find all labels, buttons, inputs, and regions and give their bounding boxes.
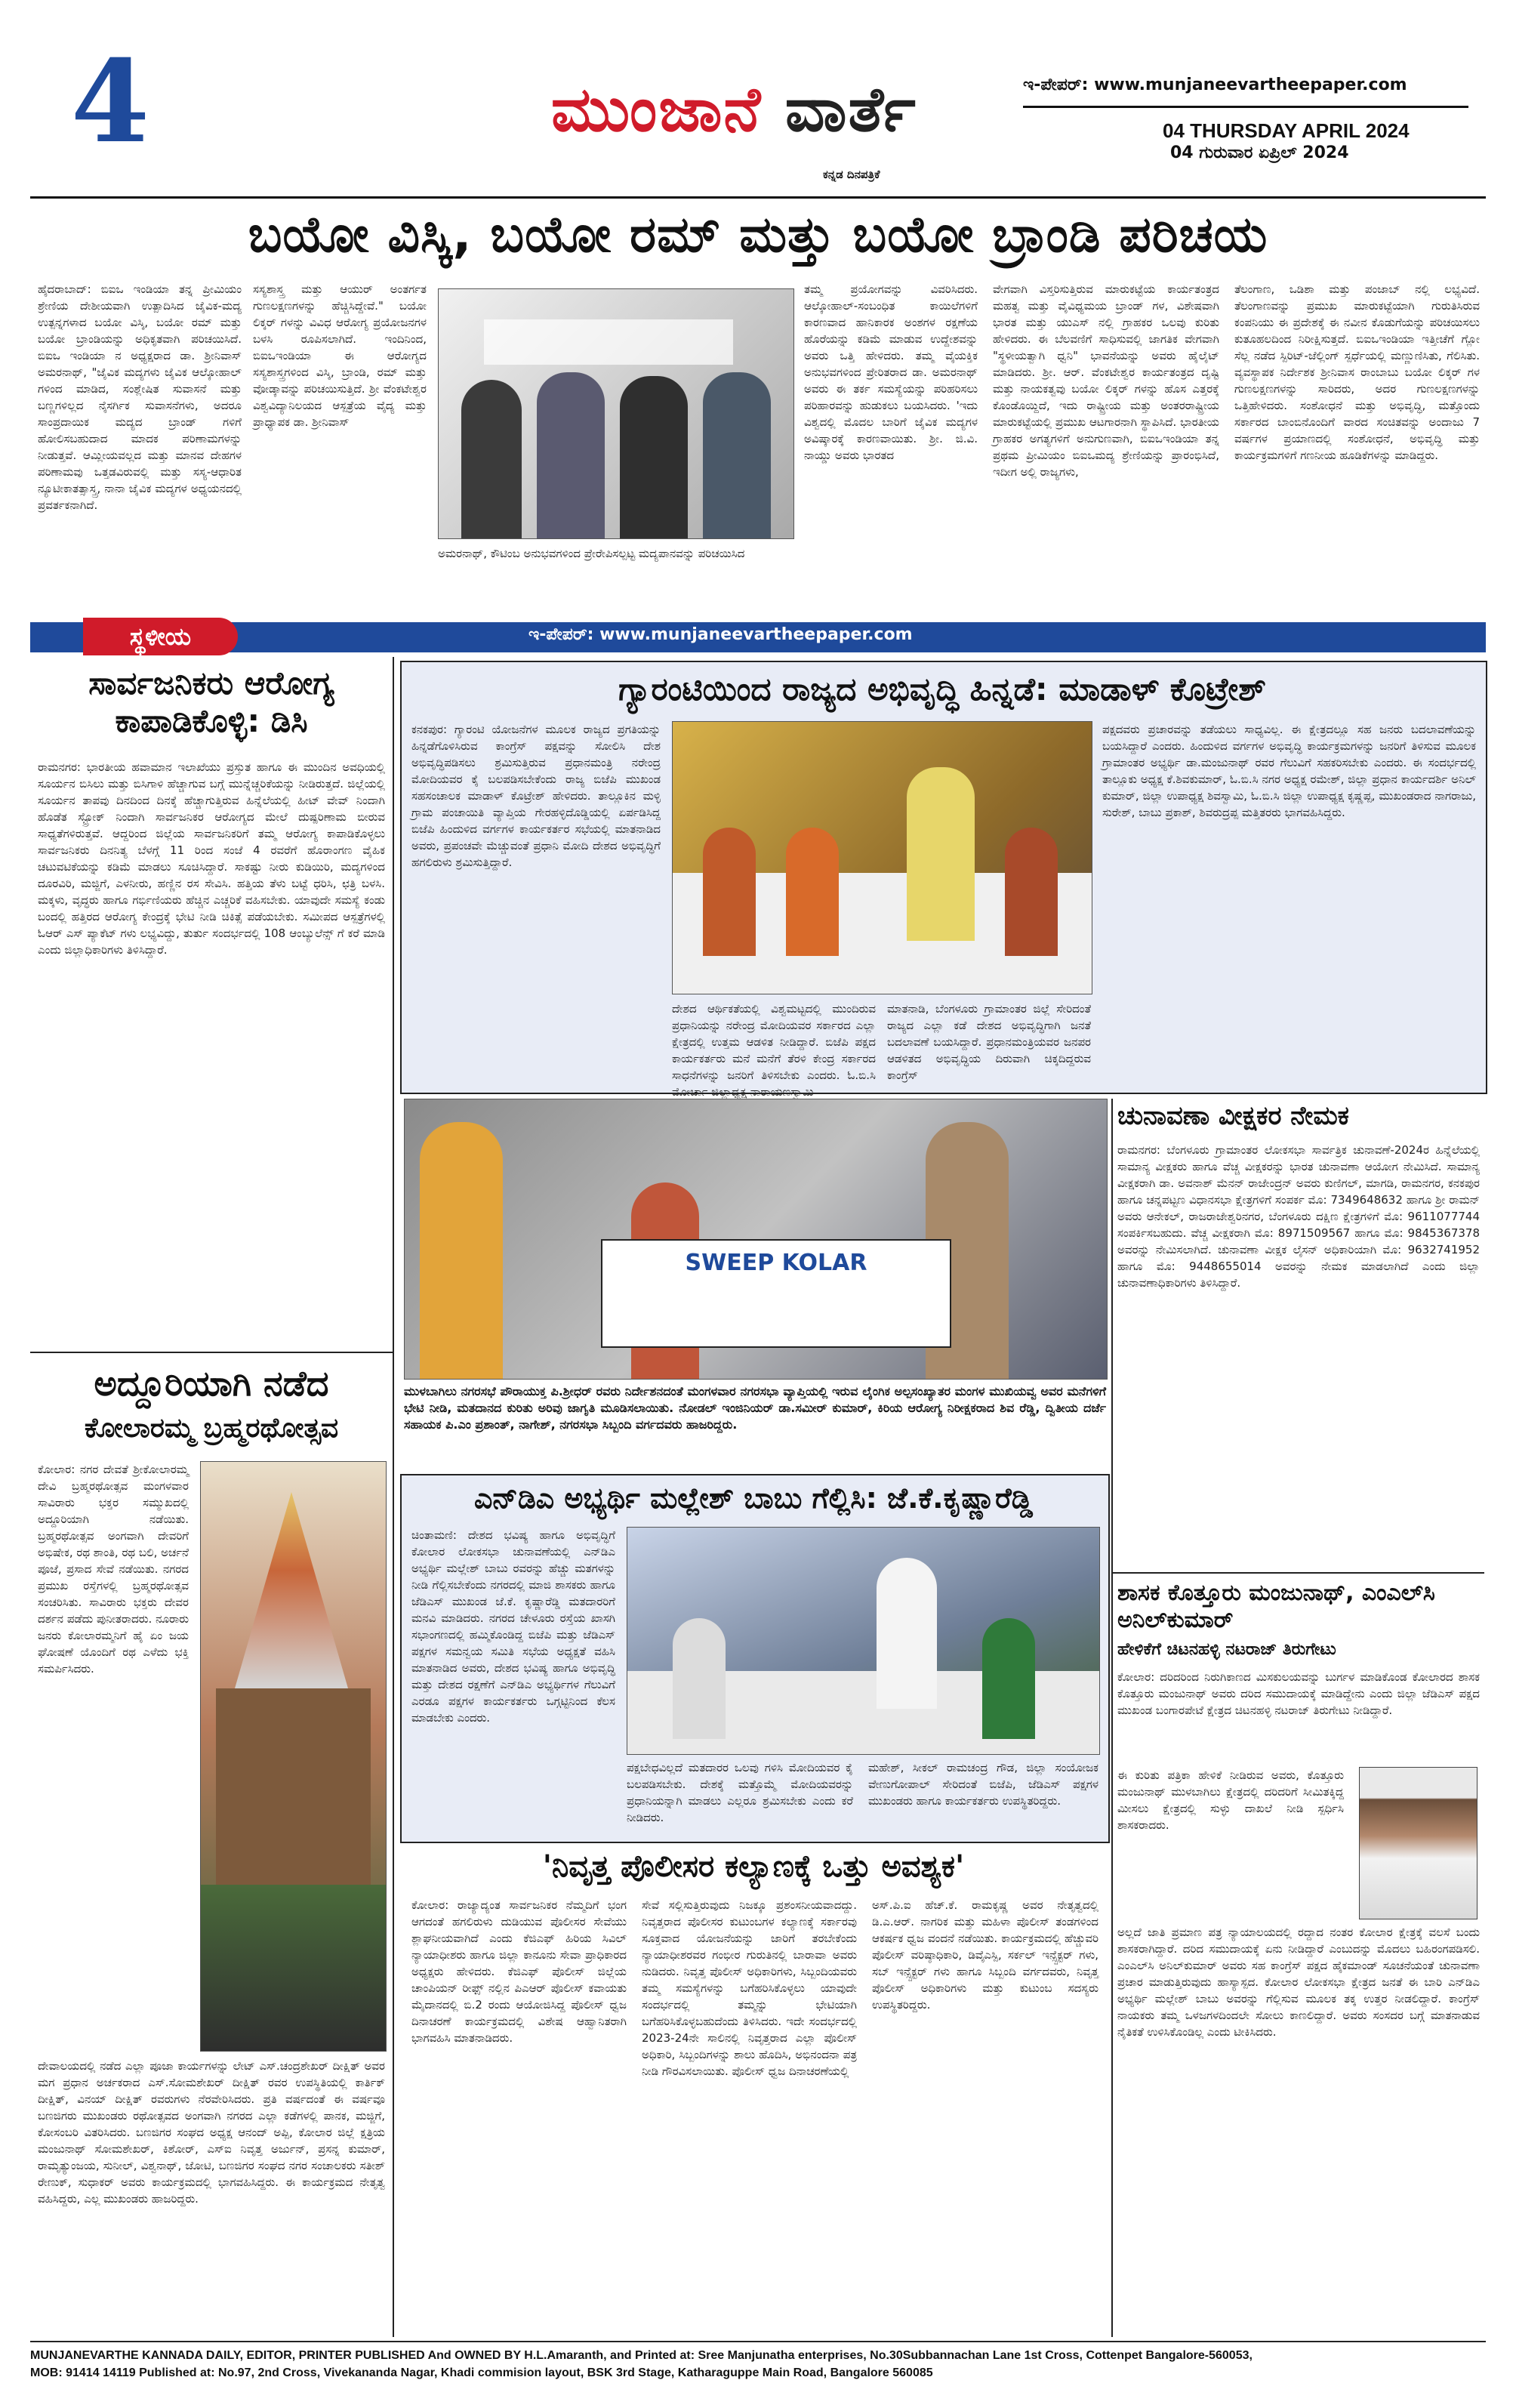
festival-body: ದೇವಾಲಯದಲ್ಲಿ ನಡೆದ ಎಲ್ಲಾ ಪೂಜಾ ಕಾರ್ಯಗಳನ್ನು ಲೇಟ್ ಎಸ್.ಚಂದ್ರಶೇಖರ್ ದೀಕ್ಷಿತ್ ಅವರ ಮಗ ಪ್ರಧಾನ ಅರ್ಚಕರಾದ ಎಸ್.ಸೋಮಶೇಖರ್ ದೀಕ್ಷಿತ್ ರವರ ಉಪಸ್ಥಿತಿಯಲ್ಲಿ ಕಾರ್ತಿಕ್ ದೀಕ್ಷಿತ್, ವಿನಯ್ ದೀಕ್ಷಿತ್ ರವರುಗಳು ನೆರವೇರಿಸಿದರು. ಪ್ರತಿ ವರ್ಷದಂತೆ ಈ ವರ್ಷವೂ ಬಣಜಿಗರು ಮುಖಂಡರು ರಥೋತ್ಸವದ ಅಂಗವಾಗಿ ನಗರದ ಎಲ್ಲಾ ಕಡೆಗಳಲ್ಲಿ ಪಾನಕ, ಮಜ್ಜಿಗೆ, ಕೋಸಂಬರಿ ವಿತರಿಸಿದರು. ಬಣಜಿಗರ ಸಂಘದ ಅಧ್ಯಕ್ಷ ಆನಂದ್ ಅಪ್ಪಿ, ಕೋಲಾರ ಜಿಲ್ಲೆ ಕ್ಷತ್ರಿಯ ಮಂಜುನಾಥ್ ಸೋಮಶೇಖರ್, ಕಿಶೋರ್, ಎಸ್‌ಐ ನಿವೃತ್ತ ಅರ್ಜುನ್, ಪ್ರಸನ್ನ ಕುಮಾರ್, ರಾಮೃತ್ಯುಂಜಯ, ಸುನೀಲ್, ವಿಶ್ವನಾಥ್, ಜೋಟಿ, ಬಣಜಿಗರ ಸಂಘದ ನಗರ ಸಂಚಾಲಕರು ಸತೀಶ್ ರೇಣುಕ್, ಸುಧಾಕರ್ ಅವರು ಕಾರ್ಯಕ್ರಮದಲ್ಲಿ ಭಾಗವಹಿಸಿದ್ದರು. ಈ ಕಾರ್ಯಕ್ರಮದ ನೇತೃತ್ವ ವಹಿಸಿದ್ದರು, ಎಲ್ಲ ಮುಖಂಡರು ಹಾಜರಿದ್ದರು. — [38, 2059, 385, 2206]
logo-tagline: ಕನ್ನಡ ದಿನಪತ್ರಿಕೆ — [823, 168, 880, 181]
date-english: 04 THURSDAY APRIL 2024 — [1163, 119, 1410, 142]
top-story-col-1: ಹೈದರಾಬಾದ್: ಬಿಐಒ ಇಂಡಿಯಾ ತನ್ನ ಪ್ರೀಮಿಯಂ ಶ್ರೇಣಿಯ ದೇಶೀಯವಾಗಿ ಉತ್ಪಾದಿಸಿದ ಜೈವಿಕ-ಮದ್ಯ ಉತ್ಪನ್ನಗಳಾದ ಬಯೋ ವಿಸ್ಕಿ, ಬಯೋ ರಮ್ ಮತ್ತು ಬಯೋ ಬ್ರಾಂಡಿಯನ್ನು ಅಧಿಕೃತವಾಗಿ ಪರಿಚಯಿಸಿದೆ. ಬಿಐಒ ಇಂಡಿಯಾ ನ ಅಧ್ಯಕ್ಷರಾದ ಡಾ. ಶ್ರೀನಿವಾಸ್ ಅಮರನಾಥ್, "ಜೈವಿಕ ಮದ್ಯಗಳು ಜೈವಿಕ ಆಲ್ಕೋಹಾಲ್ ಗಳಿಂದ ಮಾಡಿದ, ಸಂಶ್ಲೇಷಿತ ಸುವಾಸನೆ ಮತ್ತು ಬಣ್ಣಗಳಿಲ್ಲದ ನೈಸರ್ಗಿಕ ಸುವಾಸನೆಗಳು, ಅದರೂ ಸಾಂಪ್ರದಾಯಿಕ ಮದ್ಯದ ಬ್ರಾಂಡ್ ಗಳಿಗೆ ಹೋಲಿಸಬಹುದಾದ ಮಾದಕ ಪರಿಣಾಮಗಳನ್ನು ನೀಡುತ್ತವೆ. ಆಮ್ಲೀಯವಲ್ಲದ ಮತ್ತು ಮಾನವ ದೇಹಗಳ ಪರಿಣಾಮವು ಒತ್ತಡವಿರುವಲ್ಲಿ ಮತ್ತು ಸಸ್ಯ-ಆಧಾರಿತ ನ್ಯೂಟೀಕಾತತ್ಸಾಸ್ತ್ರ, ನಾನಾ ಜೈವಿಕ ಮದ್ಯಗಳ ಅಧ್ಯಯನದಲ್ಲಿ ಪ್ರವರ್ತಕನಾಗಿದೆ. — [38, 282, 242, 512]
top-story-col-2: ಸಸ್ಯಶಾಸ್ತ್ರ ಮತ್ತು ಆಯುರ್ ಅಂತರ್ಗತ ಗುಣಲಕ್ಷಣಗಳನ್ನು ಹೆಚ್ಚಿಸಿದ್ದೇವೆ." ಬಯೋ ಲಿಕ್ಕರ್ ಗಳನ್ನು ವಿವಿಧ ಆರೋಗ್ಯ ಪ್ರಯೋಜನಗಳ ಬಳಸಿ ರೂಪಿಸಲಾಗಿದೆ. ಇಂದಿನಿಂದ, ಬಿಐಒಇಂಡಿಯಾ ಈ ಆರೋಗ್ಯದ ಸಸ್ಯಶಾಸ್ತ್ರಗಳಿಂದ ವಿಸ್ಕಿ, ಬ್ರಾಂಡಿ, ರಮ್ ಮತ್ತು ವೋಡ್ಕಾವನ್ನು ಪರಿಚಯಿಸುತ್ತಿದೆ. ಶ್ರೀ ವೆಂಕಟೇಶ್ವರ ವಿಶ್ವವಿದ್ಯಾನಿಲಯದ ಆಸ್ಪತ್ರೆಯ ವೈದ್ಯ ಮತ್ತು ಪ್ರಾಧ್ಯಾಪಕ ಡಾ. ಶ್ರೀನಿವಾಸ್ — [253, 282, 427, 429]
top-story-photo — [438, 288, 794, 539]
sweep-kolar-banner: SWEEP KOLAR — [601, 1239, 951, 1348]
nda-headline[interactable]: ಎನ್‌ಡಿಎ ಅಭ್ಯರ್ಥಿ ಮಲ್ಲೇಶ್ ಬಾಬು ಗೆಲ್ಲಿಸಿ: ಜೆ.ಕೆ.ಕೃಷ್ಣಾರೆಡ್ಡಿ — [473, 1481, 1034, 1515]
footer-line-1: MUNJANEVARTHE KANNADA DAILY, EDITOR, PRINTER PUBLISHED And OWNED BY H.L.Amaranth, and Printed at: Sree Manjunatha enterprises, No.30Subbannachan Lane 1st Cross, Cottenpet Bangalore-560053, — [30, 2349, 1253, 2362]
mla-portrait — [1359, 1767, 1477, 1919]
masthead-divider — [1023, 106, 1468, 108]
festival-headline-2[interactable]: ಕೋಲಾರಮ್ಮ ಬ್ರಹ್ಮರಥೋತ್ಸವ — [84, 1413, 339, 1444]
newspaper-logo[interactable] — [551, 74, 917, 146]
logo-red-text: ಮುಂಜಾನೆ — [551, 74, 763, 146]
sweep-kolar-photo — [404, 1099, 1108, 1380]
mla-headline[interactable]: ಶಾಸಕ ಕೊತ್ತೂರು ಮಂಜುನಾಥ್, ಎಂಎಲ್‌ಸಿ ಅನಿಲ್‌ಕುಮಾರ್ — [1117, 1580, 1435, 1633]
top-story-col-3: ತಮ್ಮ ಪ್ರಯೋಗವನ್ನು ವಿವರಿಸಿದರು. ಆಲ್ಕೋಹಾಲ್-ಸಂಬಂಧಿತ ಕಾಯಿಲೆಗಳಿಗೆ ಕಾರಣವಾದ ಹಾನಿಕಾರಕ ಅಂಶಗಳ ರಕ್ಷಣೆಯ ಹೊರೆಯನ್ನು ಕಡಿಮೆ ಮಾಡುವ ಉದ್ದೇಶವನ್ನು ಅವರು ಒತ್ತಿ ಹೇಳಿದರು. ತಮ್ಮ ವೈಯಕ್ತಿಕ ಅನುಭವಗಳಿಂದ ಪ್ರೇರಿತರಾದ ಡಾ. ಅಮರನಾಥ್ ಅವರು ಈ ತರ್ಕ ಸಮಸ್ಯೆಯನ್ನು ಪರಿಹರಿಸಲು ಪರಿಹಾರವನ್ನು ಹುಡುಕಲು ಬಯಸಿದರು. 'ಇದು ವಿಶ್ವದಲ್ಲಿ ಮೊದಲ ಬಾರಿಗೆ ಜೈವಿಕ ಮದ್ಯಗಳ ಅವಿಷ್ಕಾರಕ್ಕೆ ಕಾರಣವಾಯಿತು. ಶ್ರೀ. ಜಿ.ವಿ. ನಾಯ್ಡು ಅವರು ಭಾರತದ — [804, 282, 978, 462]
guarantee-col-3: ಮಾತನಾಡಿ, ಬೆಂಗಳೂರು ಗ್ರಾಮಾಂತರ ಜಿಲ್ಲೆ ಸೇರಿದಂತೆ ರಾಜ್ಯದ ಎಲ್ಲಾ ಕಡೆ ದೇಶದ ಅಭಿವೃದ್ಧಿಗಾಗಿ ಜನತೆ ಬದಲಾವಣೆ ಬಯಸಿದ್ದಾರೆ. ಪ್ರಧಾನಮಂತ್ರಿಯವರ ಜನಪರ ಆಡಳಿತದ ಅಭಿವೃದ್ಧಿಯ ದಿರುವಾಗಿ ಚಿಕ್ಕದಿದ್ದರುವ ಕಾಂಗ್ರೆಸ್ — [887, 1002, 1091, 1082]
guarantee-photo — [672, 721, 1092, 994]
logo-black-text: ವಾರ್ತೆ — [784, 74, 917, 146]
footer-line-2: MOB: 91414 14119 Published at: No.97, 2nd Cross, Vivekananda Nagar, Khadi commision layout, BSK 3rd Stage, Katharaguppe Main Road, Bangalore 560085 — [30, 2366, 933, 2379]
festival-headline-1[interactable]: ಅದ್ದೂರಿಯಾಗಿ ನಡೆದ — [94, 1363, 329, 1404]
police-col-2: ಸೇವೆ ಸಲ್ಲಿಸುತ್ತಿರುವುದು ನಿಜಕ್ಕೂ ಪ್ರಶಂಸನೀಯವಾದದ್ದು. ನಿವೃತ್ತರಾದ ಪೊಲೀಸರ ಕುಟುಂಬಗಳ ಕಲ್ಯಾಣಕ್ಕೆ ಸರ್ಕಾರವು ಸೂಕ್ತವಾದ ಯೋಜನೆಯನ್ನು ಜಾರಿಗೆ ತರಬೇಕೆಂದು ನ್ಯಾಯಾಧೀಶರವರ ಗಂಭೀರ ಗುರುತಿನಲ್ಲಿ ಬಾರಾವಾ ಅವರು ನುಡಿದರು. ನಿವೃತ್ತ ಪೊಲೀಸ್ ಅಧಿಕಾರಿಗಳು, ಸಿಬ್ಬಂದಿಯವರು ತಮ್ಮ ಸಮಸ್ಯೆಗಳನ್ನು ಬಗೆಹರಿಸಿಕೊಳ್ಳಲು ಯಾವುದೇ ಸಂದರ್ಭದಲ್ಲಿ ತಮ್ಮನ್ನು ಭೇಟಿಯಾಗಿ ಬಗೆಹರಿಸಿಕೊಳ್ಳಬಹುದೆಂದು ತಿಳಿಸಿದರು. ಇದೇ ಸಂದರ್ಭದಲ್ಲಿ 2023-24ನೇ ಸಾಲಿನಲ್ಲಿ ನಿವೃತ್ತರಾದ ಎಲ್ಲಾ ಪೊಲೀಸ್ ಅಧಿಕಾರಿ, ಸಿಬ್ಬಂದಿಗಳನ್ನು ಶಾಲು ಹೊದಿಸಿ, ಅಭಿನಂದನಾ ಪತ್ರ ನೀಡಿ ಗೌರವಿಸಲಾಯಿತು. ಪೊಲೀಸ್ ಧ್ವಜ ದಿನಾಚರಣೆಯಲ್ಲಿ — [642, 1898, 857, 2078]
police-headline[interactable]: 'ನಿವೃತ್ತ ಪೊಲೀಸರ ಕಲ್ಯಾಣಕ್ಕೆ ಒತ್ತು ಅವಶ್ಯಕ' — [542, 1849, 965, 1884]
nda-col-3: ಮಹೇಶ್, ಸೀಕಲ್ ರಾಮಚಂದ್ರ ಗೌಡ, ಜಿಲ್ಲಾ ಸಂಯೋಜಕ ವೇಣುಗೋಪಾಲ್ ಸೇರಿದಂತೆ ಬಿಜೆಪಿ, ಜೆಡಿಎಸ್ ಪಕ್ಷಗಳ ಮುಖಂಡರು ಹಾಗೂ ಕಾರ್ಯಕರ್ತರು ಉಪಸ್ಥಿತರಿದ್ದರು. — [868, 1761, 1098, 1808]
dc-story-body: ರಾಮನಗರ: ಭಾರತೀಯ ಹವಾಮಾನ ಇಲಾಖೆಯು ಪ್ರಸ್ತುತ ಹಾಗೂ ಈ ಮುಂದಿನ ಅವಧಿಯಲ್ಲಿ ಸೂರ್ಯನ ಬಿಸಿಲು ಮತ್ತು ಬಿಸಿಗಾಳಿ ಹೆಚ್ಚಾಗುವ ಬಗ್ಗೆ ಮುನ್ನೆಚ್ಚರಿಕೆಯನ್ನು ನೀಡಿರುತ್ತದೆ. ಜಿಲ್ಲೆಯಲ್ಲಿ ಸೂರ್ಯನ ತಾಪವು ದಿನದಿಂದ ದಿನಕ್ಕೆ ಹೆಚ್ಚಾಗುತ್ತಿರುವ ಹಿನ್ನೆಲೆಯಲ್ಲಿ ಹೀಟ್ ವೇವ್ ನಿಂದಾಗಿ ಹೊಡೆತ ಸ್ಟ್ರೋಕ್ ನಿಂದಾಗಿ ಸಾರ್ವಜನಿಕರ ಆರೋಗ್ಯದ ಮೇಲೆ ದುಷ್ಪರಿಣಾಮ ಬೀರುವ ಸಾಧ್ಯತೆಗಳಿರುತ್ತವೆ. ಆದ್ದರಿಂದ ಜಿಲ್ಲೆಯ ಸಾರ್ವಜನಿಕರಿಗೆ ತಮ್ಮ ಆರೋಗ್ಯ ಕಾಪಾಡಿಕೊಳ್ಳಲು ಸಾರ್ವಜನಿಕರು ದಿನನಿತ್ಯ ಬೆಳಗ್ಗೆ 11 ರಿಂದ ಸಂಜೆ 4 ರವರೆಗೆ ಹೊರಾಂಗಣ ವೈಹಿಕ ಚಟುವಟಿಕೆಯನ್ನು ಕಡಿಮೆ ಮಾಡಲು ಸೂಚಿಸಿದ್ದಾರೆ. ಸಾಕಷ್ಟು ನೀರು ಕುಡಿಯಿರಿ, ಮದ್ಯಗಳಿಂದ ದೂರವಿರಿ, ಮಜ್ಜಿಗೆ, ಎಳನೀರು, ಹಣ್ಣಿನ ರಸ ಸೇವಿಸಿ. ಹತ್ತಿಯ ತೆಳು ಬಟ್ಟೆ ಧರಿಸಿ, ಛತ್ರಿ ಬಳಸಿ. ಮಕ್ಕಳು, ವೃದ್ಧರು ಹಾಗೂ ಗರ್ಭಿಣಿಯರು ಹೆಚ್ಚಿನ ಎಚ್ಚರಿಕೆ ವಹಿಸಬೇಕು. ಯಾವುದೇ ಸಮಸ್ಯೆ ಕಂಡು ಬಂದಲ್ಲಿ ಹತ್ತಿರದ ಆರೋಗ್ಯ ಕೇಂದ್ರಕ್ಕೆ ಭೇಟಿ ನೀಡಿ ಚಿಕಿತ್ಸೆ ಪಡೆಯಬೇಕು. ಸಮೀಪದ ಆಸ್ಪತ್ರೆಗಳಲ್ಲಿ ಓಆರ್ ಎಸ್ ಪ್ಯಾಕೆಟ್ ಗಳು ಲಭ್ಯವಿದ್ದು, ತುರ್ತು ಸಂದರ್ಭದಲ್ಲಿ 108 ಆಂಬ್ಯುಲೆನ್ಸ್ ಗೆ ಕರೆ ಮಾಡಿ ಎಂದು ಜಿಲ್ಲಾಧಿಕಾರಿಗಳು ತಿಳಿಸಿದ್ದಾರೆ. — [38, 760, 385, 957]
left-column-rule — [393, 657, 394, 2337]
chariot-photo — [200, 1461, 387, 2052]
mla-col-top: ಕೋಲಾರ: ದರಿದರಿಂದ ನಿರುಗಿಕಾಣದ ಮಿಸಕುಲಯವನ್ನು ಬುರ್ಗಳ ಮಾಡಿಕೊಂಡ ಕೋಲಾರದ ಶಾಸಕ ಕೊತ್ತೂರು ಮಂಜುನಾಥ್ ಅವರು ದರಿದ ಸಮುದಾಯಕ್ಕೆ ಮಾಡಿದ್ದೇನು ಎಂದು ಜಿಲ್ಲಾ ಜೆಡಿಎಸ್ ಪಕ್ಷದ ಮುಖಂಡ ಬಂಗಾರಪೇಟೆ ಕ್ಷೇತ್ರದ ಚಿಟನಹಳ್ಳಿ ನಟರಾಜ್ ತಿರುಗೇಟು ನೀಡಿದ್ದಾರೆ. — [1117, 1670, 1480, 1717]
footer-rule — [30, 2341, 1486, 2342]
observer-body: ರಾಮನಗರ: ಬೆಂಗಳೂರು ಗ್ರಾಮಾಂತರ ಲೋಕಸಭಾ ಸಾರ್ವತ್ರಿಕ ಚುನಾವಣೆ-2024ರ ಹಿನ್ನೆಲೆಯಲ್ಲಿ ಸಾಮಾನ್ಯ ವೀಕ್ಷಕರು ಹಾಗೂ ವೆಚ್ಚ ವೀಕ್ಷಕರನ್ನು ಭಾರತ ಚುನಾವಣಾ ಆಯೋಗ ನೇಮಿಸಿದೆ. ಸಾಮಾನ್ಯ ವೀಕ್ಷಕರಾಗಿ ಡಾ. ಅವನಾಶ್ ಮೆನನ್ ರಾಜೇಂದ್ರನ್ ಅವರು ಕುಣಿಗಲ್, ಮಾಗಡಿ, ರಾಮನಗರ, ಕನಕಪುರ ಹಾಗೂ ಚನ್ನಪಟ್ಟಣ ವಿಧಾನಸಭಾ ಕ್ಷೇತ್ರಗಳಿಗೆ ಸಂಪರ್ಕ ಮೊ: 7349648632 ಹಾಗೂ ಶ್ರೀ ರಾಮನ್ ಅವರು ಆನೇಕಲ್, ರಾಜರಾಜೇಶ್ವರಿನಗರ, ಬೆಂಗಳೂರು ದಕ್ಷಿಣ ಕ್ಷೇತ್ರಗಳಿಗೆ ಮೊ: 9611077744 ಸಂಪರ್ಕಿಸಬಹುದು. ವೆಚ್ಚ ವೀಕ್ಷಕರಾಗಿ ಮೊ: 8971509567 ಹಾಗೂ ಮೊ: 9845367378 ಅವರನ್ನು ನೇಮಿಸಲಾಗಿದೆ. ಚುನಾವಣಾ ವೀಕ್ಷಕ ಲೈಸನ್ ಅಧಿಕಾರಿಯಾಗಿ ಮೊ: 9632741952 ಹಾಗೂ ಮೊ: 9448655014 ಅವರನ್ನು ನೇಮಕ ಮಾಡಲಾಗಿದೆ ಎಂದು ಜಿಲ್ಲಾ ಚುನಾವಣಾಧಿಕಾರಿಗಳು ತಿಳಿಸಿದ್ದಾರೆ. — [1117, 1143, 1480, 1290]
top-story-col-5: ತೆಲಂಗಾಣ, ಒಡಿಶಾ ಮತ್ತು ಪಂಜಾಬ್ ನಲ್ಲಿ ಲಭ್ಯವಿದೆ. ತೆಲಂಗಾಣವನ್ನು ಪ್ರಮುಖ ಮಾರುಕಟ್ಟೆಯಾಗಿ ಗುರುತಿಸಿರುವ ಕಂಪನಿಯು ಈ ಪ್ರದೇಶಕ್ಕೆ ಈ ನವೀನ ಕೊಡುಗೆಯನ್ನು ಪರಿಚಯಿಸಲು ಕುತೂಹಲದಿಂದ ನಿರೀಕ್ಷಿಸುತ್ತದೆ. ಬಿಐಒಇಂಡಿಯಾ ಇತ್ತೀಚೆಗೆ ಗ್ಲೋ ಸೆಲ್ಲ ನಡೆದ ಸ್ಪಿರಿಟ್-ಜೆಲ್ಲಿಂಗ್ ಸ್ಪರ್ಧೆಯಲ್ಲಿ ಮಣ್ಣುಣಿಸಿತು, ಗೆಲಿಸಿತು. ವ್ಯವಸ್ಥಾಪಕ ನಿರ್ದೇಶಕ ಶ್ರೀನಿವಾಸ ರಾಂಬಾಬು ಬಯೋ ಲಿಕ್ಕರ್ ಗಳ ಗುಣಲಕ್ಷಣಗಳನ್ನು ಸಾರಿದರು, ಅದರ ಗುಣಲಕ್ಷಣಗಳನ್ನು ಒತ್ತಿಹೇಳಿದರು. ಸಂಶೋಧನೆ ಮತ್ತು ಅಭಿವೃದ್ಧಿ, ಮತ್ತೊಂದು ಸರ್ಕಾರದ ಬಾಂಬಿನೊಂದಿಗೆ ವಾರದ ಸಂಚಿತವನ್ನು ಅಂದಾಜು 7 ವರ್ಷಗಳ ಪ್ರಯಾಣದಲ್ಲಿ ಸಂಶೋಧನೆ, ಅಭಿವೃದ್ಧಿ ಮತ್ತು ಕಾರ್ಯಕ್ರಮಗಳಿಗೆ ಗಣನೀಯ ಹೂಡಿಕೆಗಳನ್ನು ಮಾಡಿದ್ದರು. — [1234, 282, 1480, 462]
footer-imprint — [30, 2347, 1486, 2382]
police-col-3: ಅಸ್.ಪಿ.ಐ ಹೆಚ್.ಕೆ. ರಾಮಕೃಷ್ಣ ಅವರ ನೇತೃತ್ವದಲ್ಲಿ ಡಿ.ಎ.ಆರ್. ನಾಗರಿಕ ಮತ್ತು ಮಹಿಳಾ ಪೊಲೀಸ್ ತಂಡಗಳಿಂದ ಆಕರ್ಷಕ ಧ್ವಜ ವಂದನೆ ನಡೆಯಿತು. ಕಾರ್ಯಕ್ರಮದಲ್ಲಿ ಹೆಚ್ಚುವರಿ ಪೊಲೀಸ್ ವರಿಷ್ಠಾಧಿಕಾರಿ, ಡಿವೈಎಸ್ಪಿ, ಸರ್ಕಲ್ ಇನ್ಸ್ಪೆಕ್ಟರ್ ಗಳು, ಸಬ್ ಇನ್ಸ್ಪೆಕ್ಟರ್ ಗಳು ಹಾಗೂ ಸಿಬ್ಬಂದಿ ವರ್ಗದವರು, ನಿವೃತ್ತ ಪೊಲೀಸ್ ಅಧಿಕಾರಿಗಳು ಮತ್ತು ಕುಟುಂಬ ಸದಸ್ಯರು ಉಪಸ್ಥಿತರಿದ್ದರು. — [872, 1898, 1098, 2012]
section-epaper-link[interactable]: ಇ-ಪೇಪರ್: www.munjaneevartheepaper.com — [528, 625, 913, 644]
guarantee-col-4: ಪಕ್ಷದವರು ಪ್ರಚಾರವನ್ನು ತಡೆಯಲು ಸಾಧ್ಯವಿಲ್ಲ. ಈ ಕ್ಷೇತ್ರದಲ್ಲೂ ಸಹ ಜನರು ಬದಲಾವಣೆಯನ್ನು ಬಯಸಿದ್ದಾರೆ ಎಂದರು. ಹಿಂದುಳಿದ ವರ್ಗಗಳ ಅಭಿವೃದ್ಧಿ ಕಾರ್ಯಕ್ರಮಗಳನ್ನು ಜನರಿಗೆ ತಿಳಿಸುವ ಮೂಲಕ ಗ್ರಾಮಾಂತರ ಅಭ್ಯರ್ಥಿ ಡಾ.ಮಂಜುನಾಥ್ ರವರ ಗೆಲುವಿಗೆ ಸಹಕರಿಸಬೇಕು ಎಂದರು. ಈ ಸಂದರ್ಭದಲ್ಲಿ ತಾಲ್ಲೂಕು ಅಧ್ಯಕ್ಷ ಕೆ.ಶಿವಕುಮಾರ್, ಓ.ಬಿ.ಸಿ ನಗರ ಅಧ್ಯಕ್ಷ ರಮೇಶ್, ಜಿಲ್ಲಾ ಪ್ರಧಾನ ಕಾರ್ಯದರ್ಶಿ ಅನಿಲ್ ಕುಮಾರ್, ಜಿಲ್ಲಾ ಉಪಾಧ್ಯಕ್ಷ ಶಿವಸ್ವಾಮಿ, ಓ.ಬಿ.ಸಿ ಜಿಲ್ಲಾ ಉಪಾಧ್ಯಕ್ಷ ಕೃಷ್ಣಪ್ಪ, ಮುಖಂಡರಾದ ನಾಗರಾಜು, ಸುರೇಶ್, ಬಾಬು ಪ್ರಕಾಶ್, ಶಿವರುದ್ರಪ್ಪ ಮತ್ತಿತರರು ಭಾಗವಹಿಸಿದ್ದರು. — [1102, 723, 1476, 819]
festival-col-left: ಕೋಲಾರ: ನಗರ ದೇವತೆ ಶ್ರೀಕೋಲಾರಮ್ಮ ದೇವಿ ಬ್ರಹ್ಮರಥೋತ್ಸವ ಮಂಗಳವಾರ ಸಾವಿರಾರು ಭಕ್ತರ ಸಮ್ಮುಖದಲ್ಲಿ ಅದ್ದೂರಿಯಾಗಿ ನಡೆಯಿತು. ಬ್ರಹ್ಮರಥೋತ್ಸವ ಅಂಗವಾಗಿ ದೇವರಿಗೆ ಅಭಿಷೇಕ, ರಥ ಶಾಂತಿ, ರಥ ಬಲಿ, ಅರ್ಚನೆ ಪೂಜೆ, ಪ್ರಸಾದ ಸೇವೆ ನಡೆಯಿತು. ನಗರದ ಪ್ರಮುಖ ರಸ್ತೆಗಳಲ್ಲಿ ಬ್ರಹ್ಮರಥೋತ್ಸವ ಸಂಚರಿಸಿತು. ಸಾವಿರಾರು ಭಕ್ತರು ದೇವರ ದರ್ಶನ ಪಡೆದು ಪುನೀತರಾದರು. ನೂರಾರು ಜನರು ಕೋಲಾರಮ್ಮನಿಗೆ ಹೈ ಏಂ ಜಯ ಘೋಷಣೆ ಯೊಂದಿಗೆ ರಥ ಎಳೆದು ಭಕ್ತಿ ಸಮರ್ಪಿಸಿದರು. — [38, 1463, 189, 1676]
police-col-1: ಕೋಲಾರ: ರಾಜ್ಯಾದ್ಯಂತ ಸಾರ್ವಜನಿಕರ ನೆಮ್ಮದಿಗೆ ಭಂಗ ಆಗದಂತೆ ಹಗಲಿರುಳು ದುಡಿಯುವ ಪೊಲೀಸರ ಸೇವೆಯು ಶ್ಲಾಘನೀಯವಾಗಿದೆ ಎಂದು ಕೆಜಿಎಫ್ ಹಿರಿಯ ಸಿವಿಲ್ ನ್ಯಾಯಾಧೀಶರು ಹಾಗೂ ಜಿಲ್ಲಾ ಕಾನೂನು ಸೇವಾ ಪ್ರಾಧಿಕಾರದ ಅಧ್ಯಕ್ಷರು ಹೇಳಿದರು. ಕೆಜಿಎಫ್ ಪೊಲೀಸ್ ಜಿಲ್ಲೆಯ ಚಾಂಪಿಯನ್ ರೀಫ್ಸ್ ನಲ್ಲಿನ ಪಿಎಆರ್ ಪೊಲೀಸ್ ಕವಾಯತು ಮೈದಾನದಲ್ಲಿ ಬಿ.2 ರಂದು ಆಯೋಜಿಸಿದ್ದ ಪೊಲೀಸ್ ಧ್ವಜ ದಿನಾಚರಣೆ ಕಾರ್ಯಕ್ರಮದಲ್ಲಿ ವಿಶೇಷ ಆಹ್ವಾನಿತರಾಗಿ ಭಾಗವಹಿಸಿ ಮಾತನಾಡಿದರು. — [411, 1898, 627, 2045]
observer-headline[interactable]: ಚುನಾವಣಾ ವೀಕ್ಷಕರ ನೇಮಕ — [1117, 1101, 1349, 1131]
nda-col-1: ಚಿಂತಾಮಣಿ: ದೇಶದ ಭವಿಷ್ಯ ಹಾಗೂ ಅಭಿವೃದ್ಧಿಗೆ ಕೋಲಾರ ಲೋಕಸಭಾ ಚುನಾವಣೆಯಲ್ಲಿ ಎನ್‌ಡಿಎ ಅಭ್ಯರ್ಥಿ ಮಲ್ಲೇಶ್ ಬಾಬು ರವರನ್ನು ಹೆಚ್ಚು ಮತಗಳನ್ನು ನೀಡಿ ಗೆಲ್ಲಿಸಬೇಕೆಂದು ನಗರದಲ್ಲಿ ಮಾಜಿ ಶಾಸಕರು ಹಾಗೂ ಜೆಡಿಎಸ್ ಮುಖಂಡ ಜೆ.ಕೆ. ಕೃಷ್ಣಾರೆಡ್ಡಿ ಮತದಾರರಿಗೆ ಮನವಿ ಮಾಡಿದರು. ನಗರದ ಚೇಳೂರು ರಸ್ತೆಯ ಖಾಸಗಿ ಸಭಾಂಗಣದಲ್ಲಿ ಹಮ್ಮಿಕೊಂಡಿದ್ದ ಬಿಜೆಪಿ ಮತ್ತು ಜೆಡಿಎಸ್ ಪಕ್ಷಗಳ ಸಮನ್ವಯ ಸಮಿತಿ ಸಭೆಯ ಅಧ್ಯಕ್ಷತೆ ವಹಿಸಿ ಮಾತನಾಡಿದ ಅವರು, ದೇಶದ ಭವಿಷ್ಯ ಹಾಗೂ ಅಭಿವೃದ್ಧಿ ಮತ್ತು ದೇಶದ ರಕ್ಷಣೆಗೆ ಎನ್‌ಡಿಎ ಅಭ್ಯರ್ಥಿಗಳ ಗೆಲುವಿಗೆ ಎರಡೂ ಪಕ್ಷಗಳ ಕಾರ್ಯಕರ್ತರು ಒಗ್ಗಟ್ಟಿನಿಂದ ಕೆಲಸ ಮಾಡಬೇಕು ಎಂದರು. — [411, 1528, 615, 1725]
sweep-kolar-caption: ಮುಳಬಾಗಿಲು ನಗರಸಭೆ ಪೌರಾಯುಕ್ತ ಪಿ.ಶ್ರೀಧರ್ ರವರು ನಿರ್ದೇಶನದಂತೆ ಮಂಗಳವಾರ ನಗರಸಭಾ ವ್ಯಾಪ್ತಿಯಲ್ಲಿ ಇರುವ ಲೈಂಗಿಕ ಅಲ್ಪಸಂಖ್ಯಾತರ ಮಂಗಳ ಮುಖಿಯವ್ವ ಅವರ ಮನೆಗಳಿಗೆ ಭೇಟಿ ನೀಡಿ, ಮತದಾನದ ಕುರಿತು ಅರಿವು ಜಾಗೃತಿ ಮೂಡಿಸಲಾಯಿತು. ನೋಡಲ್ ಇಂಜಿನಿಯರ್ ಡಾ.ಸಮೀರ್ ಕುಮಾರ್, ಕಿರಿಯ ಆರೋಗ್ಯ ನಿರೀಕ್ಷಕರಾದ ಶಿವ ರೆಡ್ಡಿ, ದ್ವಿತೀಯ ದರ್ಜೆ ಸಹಾಯಕ ಪಿ.ಎಂ ಪ್ರಶಾಂತ್, ನಾಗೇಶ್, ನಗರಸಭಾ ಸಿಬ್ಬಂದಿ ವರ್ಗದವರು ಹಾಜರಿದ್ದರು. — [404, 1384, 1106, 1432]
mla-subhead: ಹೇಳಿಕೆಗೆ ಚಿಟನಹಳ್ಳಿ ನಟರಾಜ್ ತಿರುಗೇಟು — [1117, 1640, 1336, 1659]
mla-col-mid: ಈ ಕುರಿತು ಪತ್ರಿಕಾ ಹೇಳಿಕೆ ನೀಡಿರುವ ಅವರು, ಕೊತ್ತೂರು ಮಂಜುನಾಥ್ ಮುಳಬಾಗಿಲು ಕ್ಷೇತ್ರದಲ್ಲಿ ದರಿದರಿಗೆ ಸೀಮಿತಕ್ಕಿದ್ದ ಮೀಸಲು ಕ್ಷೇತ್ರದಲ್ಲಿ ಸುಳ್ಳು ದಾಖಲೆ ನೀಡಿ ಸ್ಪರ್ಧಿಸಿ ಶಾಸಕರಾದರು. — [1117, 1768, 1344, 1832]
mla-body: ಅಲ್ಲದೆ ಜಾತಿ ಪ್ರಮಾಣ ಪತ್ರ ನ್ಯಾಯಾಲಯದಲ್ಲಿ ರದ್ದಾದ ನಂತರ ಕೋಲಾರ ಕ್ಷೇತ್ರಕ್ಕೆ ವಲಸೆ ಬಂದು ಶಾಸಕರಾಗಿದ್ದಾರೆ. ದರಿದ ಸಮುದಾಯಕ್ಕೆ ಏನು ನೀಡಿದ್ದಾರೆ ಎಂಬುದನ್ನು ಮೊದಲು ಬಹಿರಂಗಪಡಿಸಲಿ. ಎಂಎಲ್‌ಸಿ ಅನಿಲ್‌ಕುಮಾರ್ ಅವರು ಸಹ ಕಾಂಗ್ರೆಸ್ ಪಕ್ಷದ ಹೈಕಮಾಂಡ್ ಸೂಚನೆಯಂತೆ ಚುನಾವಣಾ ಪ್ರಚಾರ ಮಾಡುತ್ತಿರುವುದು ಹಾಸ್ಯಾಸ್ಪದ. ಕೋಲಾರ ಲೋಕಸಭಾ ಕ್ಷೇತ್ರದ ಜನತೆ ಈ ಬಾರಿ ಎನ್‌ಡಿಎ ಅಭ್ಯರ್ಥಿ ಮಲ್ಲೇಶ್ ಬಾಬು ಅವರನ್ನು ಗೆಲ್ಲಿಸುವ ಮೂಲಕ ತಕ್ಕ ಉತ್ತರ ನೀಡಲಿದ್ದಾರೆ. ಕಾಂಗ್ರೆಸ್ ನಾಯಕರು ತಮ್ಮ ಒಳಜಗಳದಿಂದಲೇ ಸೋಲು ಕಾಣಲಿದ್ದಾರೆ. ಅವರು ಸಂಸದರ ಬಗ್ಗೆ ಮಾತನಾಡುವ ನೈತಿಕತೆ ಉಳಿಸಿಕೊಂಡಿಲ್ಲ ಎಂದು ಟೀಕಿಸಿದರು. — [1117, 1925, 1480, 2039]
section-tag-local[interactable]: ಸ್ಥಳೀಯ — [83, 618, 238, 655]
top-story-col-4: ವೇಗವಾಗಿ ವಿಸ್ತರಿಸುತ್ತಿರುವ ಮಾರುಕಟ್ಟೆಯ ಕಾರ್ಯತಂತ್ರದ ಮಹತ್ವ ಮತ್ತು ವೈವಿಧ್ಯಮಯ ಬ್ರಾಂಡ್ ಗಳ, ವಿಶೇಷವಾಗಿ ಭಾರತ ಮತ್ತು ಯುಎಸ್ ನಲ್ಲಿ ಗ್ರಾಹಕರ ಒಲವು ಕುರಿತು ಹೇಳಿದರು. ಈ ಬೆಲವಣಿಗೆ ಸಾಧಿಸುವಲ್ಲಿ ಜಾಗತಿಕ ವೇಗವಾಗಿ "ಸ್ಥಳೀಯತ್ವಾಗಿ ಧ್ವನಿ" ಭಾವನೆಯನ್ನು ಅವರು ಹೈಲೈಟ್ ಮಾಡಿದರು. ಶ್ರೀ. ಆರ್. ವೆಂಕಟೇಶ್ವರ ಕಾರ್ಯತಂತ್ರದ ದೃಷ್ಟಿ ಮತ್ತು ನಾಯಕತ್ವವು ಬಯೋ ಲಿಕ್ಕರ್ ಗಳನ್ನು ಹೊಸ ಎತ್ತರಕ್ಕೆ ಕೊಂಡೊಯ್ದಿದೆ, ಇದು ರಾಷ್ಟ್ರೀಯ ಮತ್ತು ಅಂತರರಾಷ್ಟ್ರೀಯ ಮಾರುಕಟ್ಟೆಯಲ್ಲಿ ಪ್ರಮುಖ ಆಟಗಾರನಾಗಿ ಸ್ಥಾಪಿಸಿದೆ. ಭಾರತೀಯ ಗ್ರಾಹಕರ ಅಗತ್ಯಗಳಿಗೆ ಅನುಗುಣವಾಗಿ, ಬಿಐಒಇಂಡಿಯಾ ತನ್ನ ಪ್ರಥಮ ಪ್ರೀಮಿಯಂ ಬಿಐಒಮದ್ಯ ಶ್ರೇಣಿಯನ್ನು ಪ್ರಾರಂಭಿಸಿದೆ, ಇದೀಗ ಅಲ್ಲಿ ರಾಜ್ಯಗಳು, — [993, 282, 1219, 479]
right-divider — [1111, 1572, 1484, 1574]
nda-photo — [627, 1527, 1100, 1755]
date-kannada: 04 ಗುರುವಾರ ಏಪ್ರಿಲ್ 2024 — [1170, 143, 1349, 162]
right-column-rule — [1111, 1099, 1113, 2337]
guarantee-col-1: ಕನಕಪುರ: ಗ್ಯಾರಂಟಿ ಯೋಜನೆಗಳ ಮೂಲಕ ರಾಜ್ಯದ ಪ್ರಗತಿಯನ್ನು ಹಿನ್ನಡೆಗೊಳಿಸಿರುವ ಕಾಂಗ್ರೆಸ್ ಪಕ್ಷವನ್ನು ಸೋಲಿಸಿ ದೇಶ ಅಭಿವೃದ್ಧಿಪಡಿಸಲು ಶ್ರಮಿಸುತ್ತಿರುವ ಪ್ರಧಾನಮಂತ್ರಿ ನರೇಂದ್ರ ಮೋದಿಯವರ ಕೈ ಬಲಪಡಿಸಬೇಕೆಂದು ರಾಜ್ಯ ಬಿಜೆಪಿ ಮುಖಂಡ ಸಹಸಂಚಾಲಕ ಮಾಡಾಳ್ ಕೊಟ್ರೇಶ್ ಹೇಳಿದರು. ತಾಲ್ಲೂಕಿನ ಮಳ್ಳಿ ಗ್ರಾಮ ಪಂಚಾಯಿತಿ ವ್ಯಾಪ್ತಿಯ ಗೇರಹಳ್ಳಿದೊಡ್ಡಿಯಲ್ಲಿ ಏರ್ಪಡಿಸಿದ್ದ ಬಿಜೆಪಿ ಹಿಂದುಳಿದ ವರ್ಗಗಳ ಕಾರ್ಯಕರ್ತರ ಸಭೆಯಲ್ಲಿ ಮಾತನಾಡಿದ ಅವರು, ಪ್ರಪಂಚವೇ ಮೆಚ್ಚುವಂತೆ ಪ್ರಧಾನಿ ಮೋದಿ ದೇಶದ ಅಭಿವೃದ್ಧಿಗೆ ಹಗಲಿರುಳು ಶ್ರಮಿಸುತ್ತಿದ್ದಾರೆ. — [411, 723, 661, 869]
epaper-link[interactable]: ಇ-ಪೇಪರ್: www.munjaneevartheepaper.com — [1023, 76, 1407, 94]
top-rule — [30, 196, 1486, 199]
guarantee-col-2: ದೇಶದ ಆರ್ಥಿಕತೆಯಲ್ಲಿ ವಿಶ್ವಮಟ್ಟದಲ್ಲಿ ಮುಂದಿರುವ ಪ್ರಧಾನಿಯನ್ನು ನರೇಂದ್ರ ಮೋದಿಯವರ ಸರ್ಕಾರದ ಎಲ್ಲಾ ಕ್ಷೇತ್ರದಲ್ಲಿ ಉತ್ತಮ ಆಡಳಿತ ನೀಡಿದ್ದಾರೆ. ಬಿಜೆಪಿ ಪಕ್ಷದ ಕಾರ್ಯಕರ್ತರು ಮನೆ ಮನೆಗೆ ತೆರಳಿ ಕೇಂದ್ರ ಸರ್ಕಾರದ ಸಾಧನೆಗಳನ್ನು ಜನರಿಗೆ ತಿಳಿಸಬೇಕು ಎಂದರು. ಓ.ಬಿ.ಸಿ ಮೋರ್ಚಾ ಜಿಲ್ಲಾಧ್ಯಕ್ಷ ನಾರಾಯಣಸ್ವಾಮಿ — [672, 1002, 876, 1099]
nda-col-2: ಪಕ್ಷಬೇಧವಿಲ್ಲದೆ ಮತದಾರರ ಒಲವು ಗಳಿಸಿ ಮೋದಿಯವರ ಕೈ ಬಲಪಡಿಸಬೇಕು. ದೇಶಕ್ಕೆ ಮತ್ತೊಮ್ಮೆ ಮೋದಿಯವರನ್ನು ಪ್ರಧಾನಿಯನ್ನಾಗಿ ಮಾಡಲು ಎಲ್ಲರೂ ಶ್ರಮಿಸಬೇಕು ಎಂದು ಕರೆ ನೀಡಿದರು. — [627, 1761, 853, 1824]
dc-story-headline[interactable]: ಸಾರ್ವಜನಿಕರು ಆರೋಗ್ಯ ಕಾಪಾಡಿಕೊಳ್ಳಿ: ಡಿಸಿ — [88, 664, 334, 740]
top-story-photo-caption: ಅಮರನಾಥ್, ಕೌಟಿಂಬ ಅನುಭವಗಳಿಂದ ಪ್ರೇರೇಪಿಸಲ್ಪಟ್ಟ ಮದ್ಯಪಾನವನ್ನು ಪರಿಚಯಿಸಿದ — [438, 547, 745, 560]
left-divider-1 — [30, 1352, 393, 1353]
top-story-headline[interactable]: ಬಯೋ ವಿಸ್ಕಿ, ಬಯೋ ರಮ್ ಮತ್ತು ಬಯೋ ಬ್ರಾಂಡಿ ಪರಿಚಯ — [248, 205, 1268, 264]
page-number: 4 — [70, 35, 150, 168]
guarantee-headline[interactable]: ಗ್ಯಾರಂಟಿಯಿಂದ ರಾಜ್ಯದ ಅಭಿವೃದ್ಧಿ ಹಿನ್ನಡೆ: ಮಾಡಾಳ್ ಕೊಟ್ರೇಶ್ — [618, 671, 1266, 708]
